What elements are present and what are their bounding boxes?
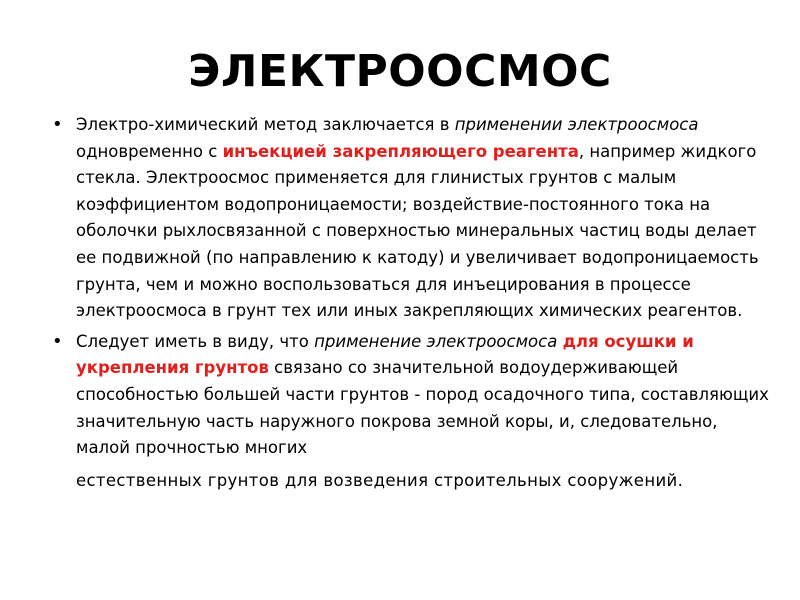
bullet-1-text-part-2: одновременно с [76,141,223,161]
bullet-item-2 [50,329,770,495]
bullet-1-highlight: инъекцией закрепляющего реагента [222,141,579,161]
bullet-dot-icon: • [52,330,63,352]
bullet-2-italic-term: применение электроосмоса [314,331,558,351]
bullet-2-text-part-3: связано со значительной водоудерживающей способностью большей части грунтов - пород осадочного типа, составляющих значительную часть наружного покрова земной коры, и, следовательно, малой прочностью многих [76,358,769,458]
bullet-dot-icon: • [52,114,63,135]
bullet-item-1 [50,112,770,325]
bullet-1-text-part-3: , например жидкого стекла. Электроосмос применяется для глинистых грунтов с малым коэффициентом водопроницаемости; воздействие-постоянного тока на оболочки рыхлосвязанной с поверхностью минеральных частиц воды делает ее подвижной (по направлению к катоду) и увеличивает водопроницаемость грунта, чем и можно воспользоваться для инъецирования в процессе электроосмоса в грунт тех или иных закрепляющих химических реагентов. [76,141,759,321]
bullet-2-highlight: для осушки и укрепления грунтов [76,331,694,378]
bullet-2-last-line: естественных грунтов для возведения строительных сооружений. [76,470,684,490]
bullet-2-text-part-1: Следует иметь в виду, что [76,331,315,351]
bullet-1-italic-term: применении электроосмоса [454,115,699,134]
bullet-list [50,112,770,498]
slide-title: ЭЛЕКТРООСМОС [188,46,612,97]
bullet-1-text-part-1: Электро-химический метод заключается в [76,115,455,134]
